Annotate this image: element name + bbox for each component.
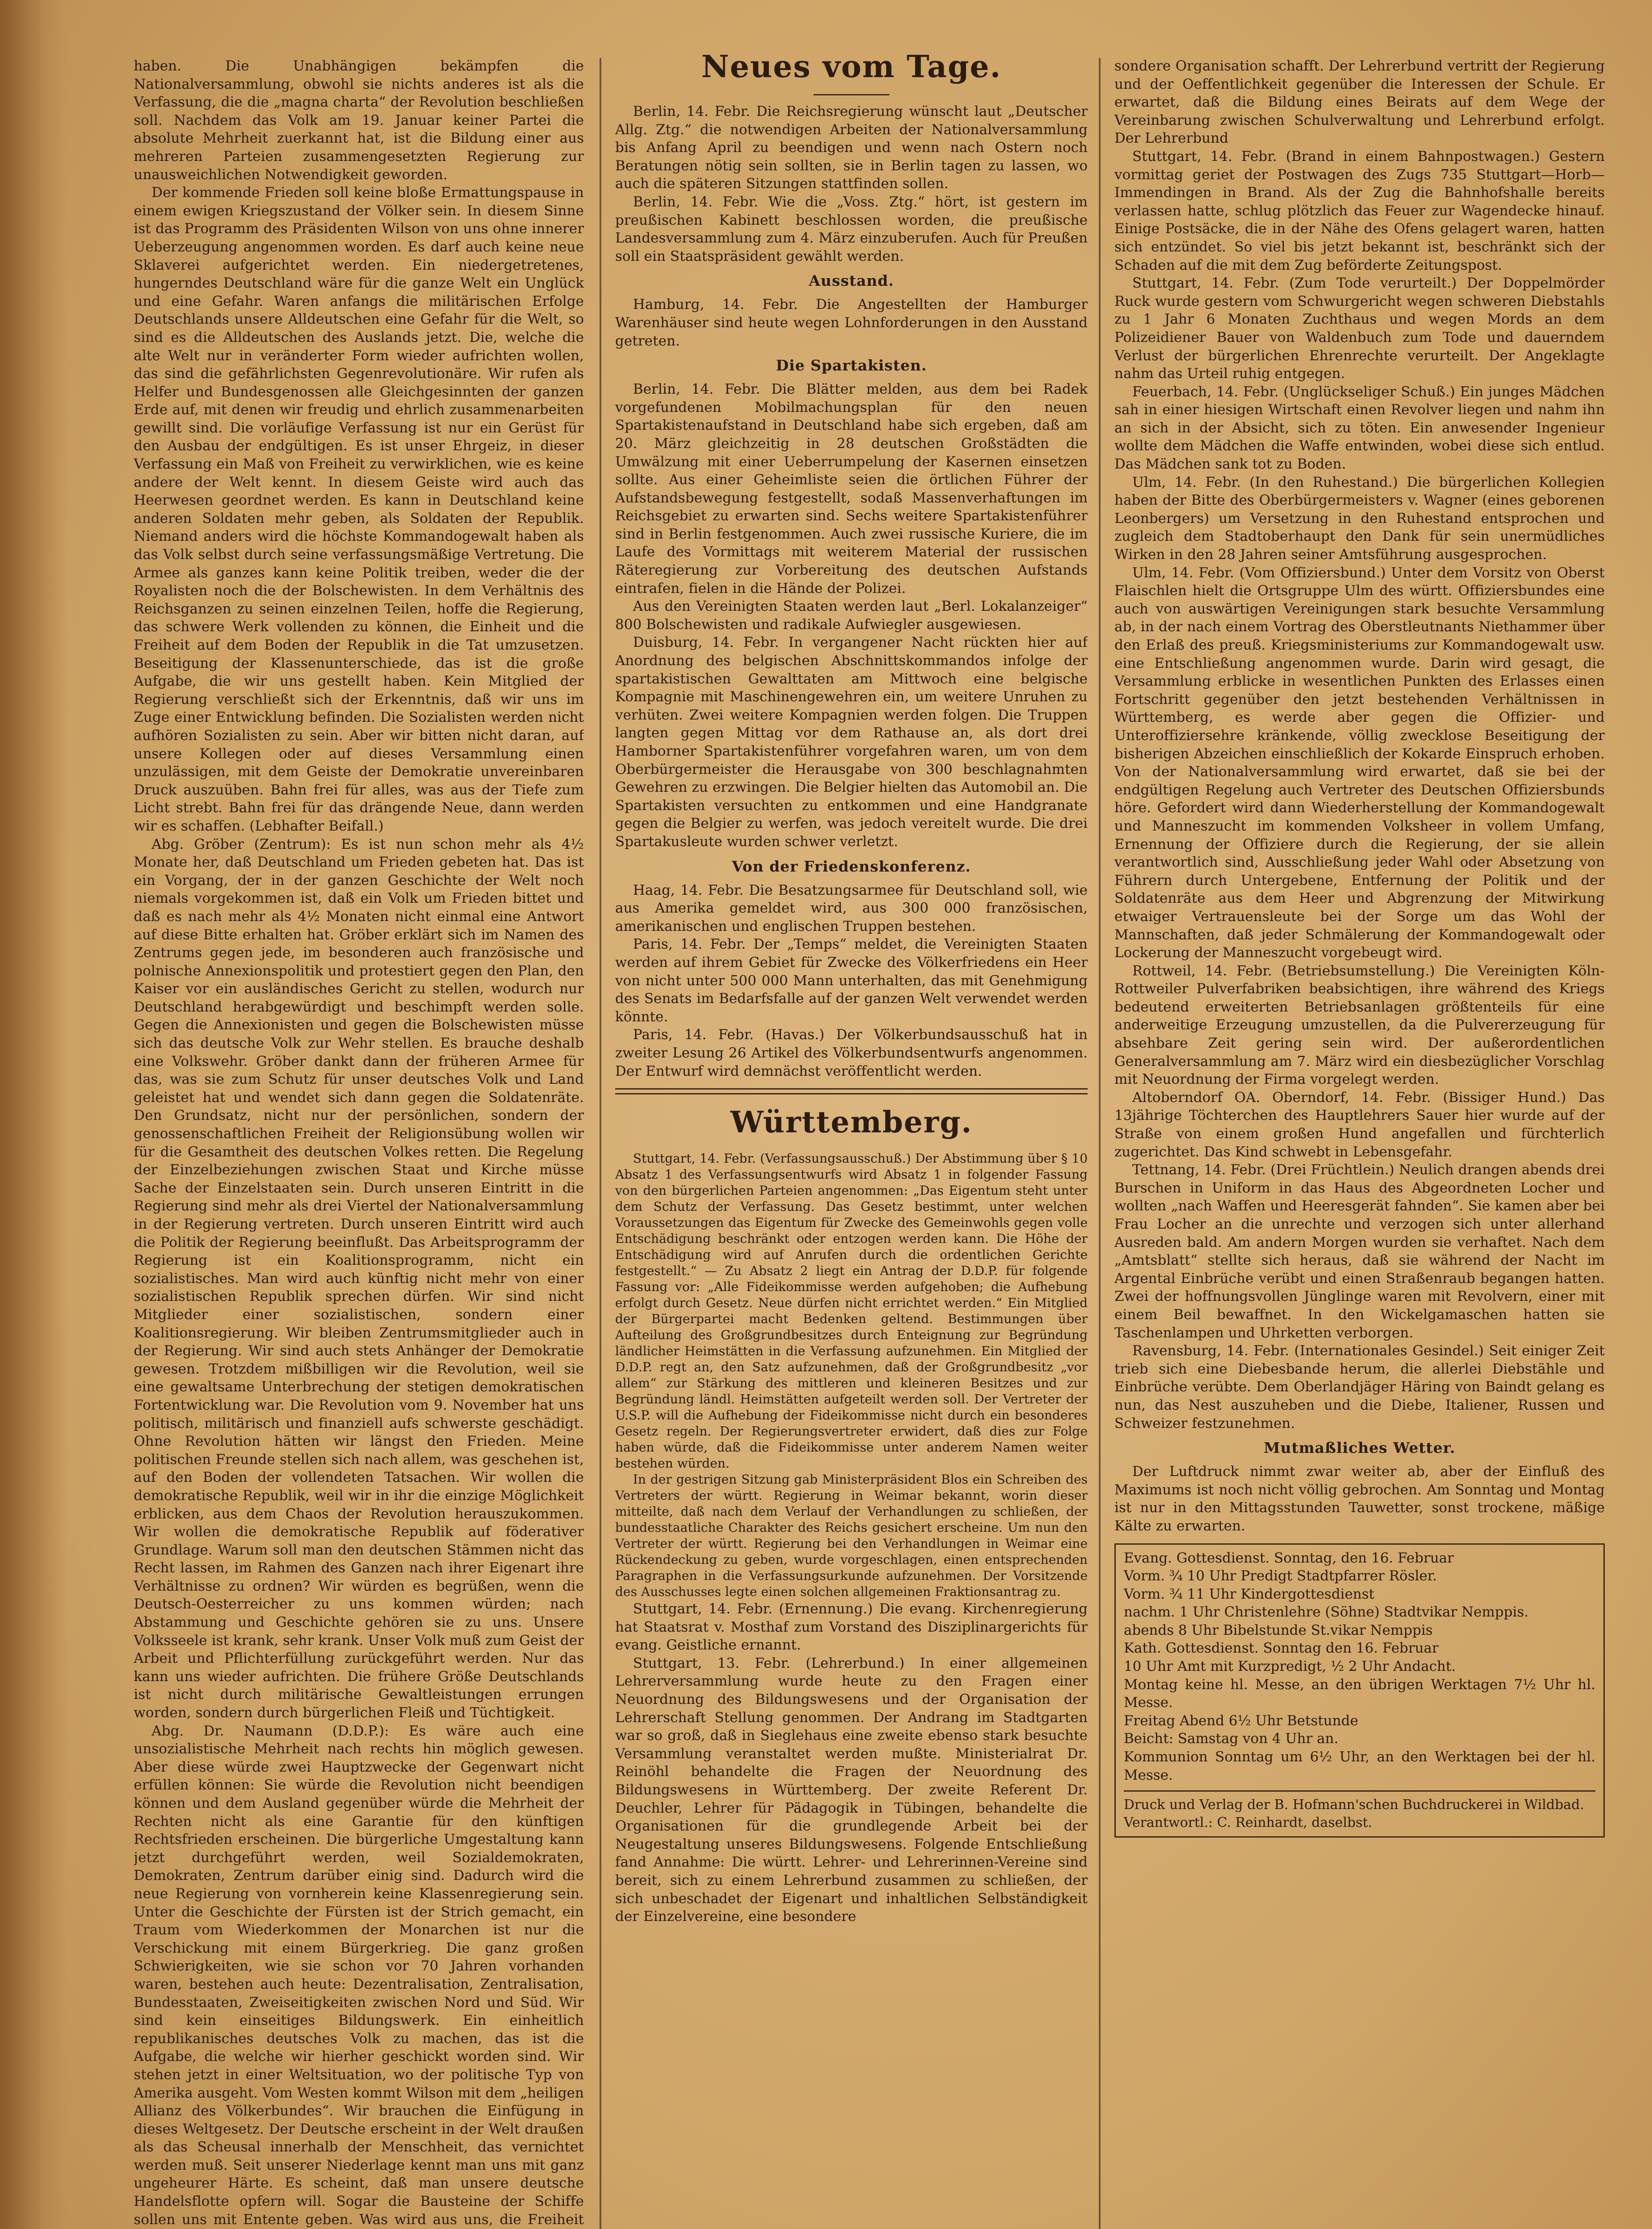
news-item: sondere Organisation schafft. Der Lehrerbund vertritt der Regierung und der Oeffentlichkeit gegenüber die Interessen der Schule. Er erwartet, daß die Bildung eines Beirats auf dem Wege der Vereinbarung zwischen Schulverwaltung und Lehrerbund erfolgt. Der Lehrerbund (1114, 58, 1605, 147)
news-item: Berlin, 14. Febr. Die Reichsregierung wünscht laut „Deutscher Allg. Ztg.“ die notwendigen Arbeiten der Nationalversammlung bis Anfang April zu beendigen und wenn nach Ostern noch Beratungen nötig sein sollten, sie in Berlin tagen zu lassen, wo auch die späteren Sitzungen stattfinden sollen. (615, 103, 1088, 192)
notice-line: Montag keine hl. Messe, an den übrigen Werktagen 7½ Uhr hl. Messe. (1124, 1676, 1595, 1711)
news-item: Paris, 14. Febr. Der „Temps“ meldet, die Vereinigten Staaten werden auf ihrem Gebiet für Zwecke des Völkerfriedens ein Heer von nicht unter 500 000 Mann unterhalten, das mit Genehmigung des Senats im Bedarfsfalle auf der ganzen Welt verwendet werden könnte. (615, 936, 1088, 1025)
news-item: Berlin, 14. Febr. Wie die „Voss. Ztg.“ hört, ist gestern im preußischen Kabinett beschlossen worden, die preußische Landesversammlung zum 4. März einzuberufen. Auch für Preußen soll ein Staatspräsident gewählt werden. (615, 193, 1088, 264)
column-left (134, 0, 584, 2229)
notice-line: Evang. Gottesdienst. Sonntag, den 16. Februar (1124, 1550, 1454, 1566)
news-item: Ulm, 14. Febr. (In den Ruhestand.) Die bürgerlichen Kollegien haben der Bitte des Oberbürgermeisters v. Wagner (eines geborenen Leonbergers) um Versetzung in den Ruhestand entsprochen und zugleich dem Stadtoberhaupt den Dank für sein unermüdliches Wirken in den 28 Jahren seiner Amtsführung ausgesprochen. (1114, 474, 1605, 563)
news-item: Feuerbach, 14. Febr. (Unglückseliger Schuß.) Ein junges Mädchen sah in einer hiesigen Wirtschaft einen Revolver liegen und nahm ihn an sich in der Absicht, sich zu töten. Ein anwesender Ingenieur wollte dem Mädchen die Waffe entwinden, wobei diese sich entlud. Das Mädchen sank tot zu Boden. (1114, 383, 1605, 473)
news-item: Stuttgart, 14. Febr. (Brand in einem Bahnpostwagen.) Gestern vormittag geriet der Postwagen des Zugs 735 Stuttgart—Horb—Immendingen in Brand. Als der Zug die Bahnhofshalle bereits verlassen hatte, schlug plötzlich das Feuer zur Wagendecke hinauf. Einige Postsäcke, die in der Nähe des Ofens gelagert waren, hatten sich entzündet. So viel bis jetzt bekannt ist, beschränkt sich der Schaden auf die mit dem Zug beförderte Zeitungspost. (1114, 148, 1605, 273)
news-item: Paris, 14. Febr. (Havas.) Der Völkerbundsausschuß hat in zweiter Lesung 26 Artikel des Völkerbundsentwurfs angenommen. Der Entwurf wird demnächst veröffentlicht werden. (615, 1027, 1088, 1079)
news-item: In der gestrigen Sitzung gab Ministerpräsident Blos ein Schreiben des Vertreters der württ. Regierung in Weimar bekannt, worin dieser mitteilte, daß nach dem Verlauf der Verhandlungen zu schließen, der bundesstaatliche Charakter des Reichs gesichert erscheine. Um nun den Vertreter der württ. Regierung bei den Verhandlungen in Weimar eine Rückendeckung zu geben, wurde vorgeschlagen, einen entsprechenden Paragraphen in die Verfassungsurkunde aufzunehmen. Der Vorsitzende des Ausschusses legte einen solchen allgemeinen Fraktionsantrag zu. (615, 1472, 1088, 1600)
subheading-ausstand: Ausstand. (809, 272, 894, 290)
news-item: Tettnang, 14. Febr. (Drei Früchtlein.) Neulich drangen abends drei Burschen in Uniform in das Haus des Abgeordneten Locher und wollten „nach Waffen und Heeresgerät fahnden“. Sie kamen aber bei Frau Locher an die unrechte und verzogen sich unter allerhand Ausreden bald. Am andern Morgen wurden sie verhaftet. Nach dem „Amtsblatt“ stellte sich heraus, daß sie während der Nacht im Argental Einbrüche verübt und einen Straßenraub begangen hatten. Zwei der hoffnungsvollen Jünglinge waren mit Revolvern, einer mit einem Beil bewaffnet. In den Wickelgamaschen hatten sie Taschenlampen und Uhrketten verborgen. (1114, 1162, 1605, 1341)
news-item: Berlin, 14. Febr. Die Blätter melden, aus dem bei Radek vorgefundenen Mobilmachungsplan für den neuen Spartakistenaufstand in Deutschland habe sich ergeben, daß am 20. März gleichzeitig in 28 deutschen Großstädten die Umwälzung mit einer Ueberrumpelung der Kasernen einsetzen sollte. Aus einer Geheimliste seien die örtlichen Führer der Aufstandsbewegung festgestellt, sodaß Massenverhaftungen im Reichsgebiet zu erwarten sind. Sechs weitere Spartakistenführer sind in Berlin festgenommen. Auch zwei russische Kuriere, die im Laufe des Vormittags mit weiterem Material der russischen Räteregierung zur Vorbereitung des deutschen Aufstands eintrafen, fielen in die Hände der Polizei. (615, 381, 1088, 596)
subheading-spartakisten: Die Spartakisten. (776, 357, 927, 374)
news-item: Ravensburg, 14. Febr. (Internationales Gesindel.) Seit einiger Zeit trieb sich eine Diebesbande herum, die allerlei Diebstähle und Einbrüche verübte. Dem Oberlandjäger Häring von Baindt gelang es nun, das Nest auszuheben und die Diebe, Italiener, Russen und Schweizer festzunehmen. (1114, 1343, 1605, 1431)
notice-line: Vorm. ¾ 10 Uhr Predigt Stadtpfarrer Rösler. (1124, 1568, 1437, 1584)
notice-line: abends 8 Uhr Bibelstunde St.vikar Nemppis (1124, 1622, 1433, 1638)
subheading-wetter: Mutmaßliches Wetter. (1263, 1439, 1456, 1457)
notice-line: Vorm. ¾ 11 Uhr Kindergottesdienst (1124, 1586, 1375, 1602)
article-paragraph: haben. Die Unabhängigen bekämpfen die Nationalversammlung, obwohl sie nichts anderes ist als die Verfassung, die die „magna charta“ der Revolution beschließen soll. Nachdem das Volk am 19. Januar keiner Partei die absolute Mehrheit zuerkannt hat, ist die Bildung einer aus mehreren Parteien zusammengesetzten Regierung zur unausweichlichen Notwendigkeit geworden. (134, 58, 584, 183)
notice-line: Kommunion Sonntag um 6½ Uhr, an den Werktagen bei der hl. Messe. (1124, 1749, 1595, 1783)
news-item: Aus den Vereinigten Staaten werden laut „Berl. Lokalanzeiger“ 800 Bolschewisten und radikale Aufwiegler ausgewiesen. (615, 598, 1088, 633)
notice-line: Kath. Gottesdienst. Sonntag den 16. Februar (1124, 1640, 1439, 1657)
article-paragraph: Abg. Gröber (Zentrum): Es ist nun schon mehr als 4½ Monate her, daß Deutschland um Frieden gebeten hat. Das ist ein Vorgang, der in der ganzen Geschichte der Welt noch niemals vorgekommen ist, daß ein Volk um Frieden bittet und daß es nach mehr als 4½ Monaten nicht einmal eine Antwort auf diese Bitte erhalten hat. Gröber erklärt sich im Namen des Zentrums gegen jede, im besonderen auch französische und polnische Annexionspolitik und protestiert gegen den Plan, den Kaiser vor ein ausländisches Gericht zu stellen, wodurch nur Deutschland herabgewürdigt und beschimpft werden solle. Gegen die Annexionisten und gegen die Bolschewisten müsse sich das deutsche Volk zur Wehr stellen. Es brauche deshalb eine Volkswehr. Gröber dankt dann der früheren Armee für das, was sie zum Schutz für unser deutsches Volk und Land geleistet hat und wendet sich dann gegen die Soldatenräte. Den Grundsatz, nicht nur der persönlichen, sondern der genossenschaftlichen Freiheit der Religionsübung wollen wir für die Gesamtheit des deutschen Volkes retten. Die Regelung der Einzelbeziehungen zwischen Staat und Kirche müsse Sache der Einzelstaaten sein. Durch unseren Eintritt in die Regierung sind mehr als drei Viertel der Nationalversammlung in der Regierung vertreten. Durch unseren Eintritt wird auch die Politik der Regierung beeinflußt. Das Arbeitsprogramm der Regierung ist ein Koalitionsprogramm, nicht ein sozialistisches. Man wird auch künftig nicht mehr von einer sozialistischen Republik sprechen dürfen. Wir sind nicht Mitglieder einer sozialistischen, sondern einer Koalitionsregierung. Wir bleiben Zentrumsmitglieder auch in der Regierung. Wir sind auch stets Anhänger der Demokratie gewesen. Trotzdem mißbilligen wir die Revolution, weil sie eine gewaltsame Unterbrechung der stetigen demokratischen Fortentwicklung war. Die Revolution vom 9. November hat uns politisch, militärisch und finanziell aufs schwerste geschädigt. Ohne Revolution hätten wir längst den Frieden. Meine politischen Freunde stellen sich nach allem, was geschehen ist, auf den Boden der vollendeten Tatsachen. Wir wollen die demokratische Republik, weil wir in ihr die einzige Möglichkeit erblicken, aus dem Chaos der Revolution herauszukommen. Wir wollen die demokratische Republik auf föderativer Grundlage. Warum soll man den deutschen Stämmen nicht das Recht lassen, im Rahmen des Ganzen nach ihrer Eigenart ihre Verhältnisse zu ordnen? Wir würden es begrüßen, wenn die Deutsch-Oesterreicher zu uns kommen würden; nach Abstammung und Geschichte gehören sie zu uns. Unsere Volksseele ist krank, sehr krank. Unser Volk muß zum Geist der Arbeit und Pflichterfüllung zurückgeführt werden. Nur das kann uns wieder aufrichten. Die frühere Größe Deutschlands ist nicht durch militärische Gewaltleistungen errungen worden, sondern durch bürgerlichen Fleiß und Tüchtigkeit. (134, 836, 584, 1721)
notice-line: Beicht: Samstag von 4 Uhr an. (1124, 1731, 1339, 1747)
double-rule (615, 1088, 1088, 1094)
news-item: Stuttgart, 13. Febr. (Lehrerbund.) In einer allgemeinen Lehrerversammlung wurde heute zu den Fragen einer Neuordnung des Bildungswesens und der Organisation der Lehrerschaft Stellung genommen. Der Andrang im Stadtgarten war so groß, daß in Sieglehaus eine zweite ebenso stark besuchte Versammlung veranstaltet werden mußte. Ministerialrat Dr. Reinöhl behandelte die Fragen der Neuordnung des Bildungswesens in Württemberg. Der zweite Referent Dr. Deuchler, Lehrer für Pädagogik in Tübingen, behandelte die Organisationen für die grundlegende Arbeit bei der Neugestaltung unseres Bildungswesens. Folgende Entschließung fand Annahme: Die württ. Lehrer- und Lehrerinnen-Vereine sind bereit, sich zu einem Lehrerbund zusammen zu schließen, der sich unbeschadet der Eigenart und inhaltlichen Selbständigkeit der Einzelvereine, eine besondere (615, 1655, 1088, 1925)
news-item: Ulm, 14. Febr. (Vom Offiziersbund.) Unter dem Vorsitz von Oberst Flaischlen hielt die Ortsgruppe Ulm des württ. Offiziersbundes eine auch von auswärtigen Vereinigungen stark besuchte Versammlung ab, in der nach einem Vortrag des Oberstleutnants Niethammer über den Erlaß des preuß. Kriegsministeriums zur Kommandogewalt usw. eine Entschließung angenommen wurde. Darin wird gesagt, die Versammlung erblicke in wesentlichen Punkten des Erlasses einen Fortschritt gegenüber den jetzt bestehenden Verhältnissen in Württemberg, es werde aber gegen die Offizier- und Unteroffiziersehre kränkende, völlig zwecklose Beseitigung der bisherigen Abzeichen einschließlich der Kokarde Einspruch erhoben. Von der Nationalversammlung wird erwartet, daß sie bei der endgültigen Regelung auch Vertreter des Deutschen Offiziersbunds höre. Gefordert wird dann Wiederherstellung der Kommandogewalt und Manneszucht im kommenden Volksheer in vollem Umfang, Ernennung der Offiziere durch die Regierung, der sie allein verantwortlich sind, Ausschließung jeder Wahl oder Absetzung von Führern durch Untergebene, Entfernung der Politik und der Soldatenräte aus dem Heer und Abgrenzung der Mitwirkung etwaiger Vertrauensleute bei der Sorge um das Wohl der Mannschaften, daß jeder Schmälerung der Kommandogewalt oder Lockerung der Manneszucht vorgebeugt wird. (1114, 564, 1605, 961)
news-item: Altoberndorf OA. Oberndorf, 14. Febr. (Bissiger Hund.) Das 13jährige Töchterchen des Hauptlehrers Sauer hier wurde auf der Straße von einem großen Hund angefallen und fürchterlich zugerichtet. Das Kind schwebt in Lebensgefahr. (1114, 1089, 1605, 1160)
column-middle (615, 0, 1088, 2229)
subheading-friedenskonferenz: Von der Friedenskonferenz. (731, 857, 971, 875)
section-masthead-neues: Neues vom Tage. (701, 49, 1002, 85)
notice-line: nachm. 1 Uhr Christenlehre (Söhne) Stadtvikar Nemppis. (1124, 1604, 1529, 1620)
church-notice-box (1114, 1543, 1605, 1838)
imprint: Druck und Verlag der B. Hofmann'schen Buchdruckerei in Wildbad. Verantwortl.: C. Reinhardt, daselbst. (1124, 1790, 1595, 1832)
notice-line: Freitag Abend 6½ Uhr Betstunde (1124, 1712, 1358, 1729)
binding-edge (0, 0, 67, 2229)
notice-line: 10 Uhr Amt mit Kurzpredigt, ½ 2 Uhr Andacht. (1124, 1658, 1456, 1675)
article-paragraph: Abg. Dr. Naumann (D.D.P.): Es wäre auch eine unsozialistische Mehrheit nach rechts hin möglich gewesen. Aber diese würde zwei Hauptzwecke der Gegenwart nicht erfüllen können: Sie würde die Revolution nicht beendigen können und dem Ausland gegenüber würde die Mehrheit der Rechten nicht als eine Garantie für den künftigen Rechtsfrieden erscheinen. Die bürgerliche Umgestaltung kann jetzt durchgeführt werden, weil Sozialdemokraten, Demokraten, Zentrum darüber einig sind. Dadurch wird die neue Regierung von vornherein keine Klassenregierung sein. Unter die Geschichte der Fürsten ist der Strich gemacht, ein Traum vom Wiederkommen der Monarchen ist nur die Verschickung mit einem Bürgerkrieg. Die ganz großen Schwierigkeiten, wie sie schon vor 70 Jahren vorhanden waren, bestehen auch heute: Dezentralisation, Zentralisation, Bundesstaaten, Zweiseitigkeiten zwischen Nord und Süd. Wir sind kein einseitiges Bildungswerk. Ein einheitlich republikanisches deutsches Volk zu machen, das ist die Aufgabe, die welche wir hierher geschickt worden sind. Wir stehen jetzt in einer Weltsituation, wo der politische Typ von Amerika ausgeht. Vom Westen kommt Wilson mit dem „heiligen Allianz des Völkerbundes“. Wir brauchen die Einfügung in dieses Weltgesetz. Der Deutsche erscheint in der Welt draußen als das Scheusal innerhalb der Menschheit, das vernichtet werden muß. Seit unserer Niederlage kennt man uns mit ganz ungeheurer Härte. Es scheint, daß man unsere deutsche Handelsflotte opfern will. Sogar die Bausteine der Schiffe sollen uns mit Entente geben. Was wird aus uns, die Freiheit (134, 1723, 584, 2228)
news-item: Hamburg, 14. Febr. Die Angestellten der Hamburger Warenhäuser sind heute wegen Lohnforderungen in den Ausstand getreten. (615, 296, 1088, 349)
news-item: Stuttgart, 14. Febr. (Ernennung.) Die evang. Kirchenregierung hat Staatsrat v. Mosthaf zum Vorstand des Disziplinargerichts für evang. Geistliche ernannt. (615, 1601, 1088, 1653)
news-item: Duisburg, 14. Febr. In vergangener Nacht rückten hier auf Anordnung des belgischen Abschnittskommandos infolge der spartakistischen Gewalttaten am Mittwoch eine belgische Kompagnie mit Maschinengewehren ein, um weitere Unruhen zu verhüten. Zwei weitere Kompagnien werden folgen. Die Truppen langten gegen Mittag vor dem Rathause an, als dort drei Hamborner Spartakistenführer vorgefahren waren, um von dem Oberbürgermeister die Herausgabe von 300 beschlagnahmten Gewehren zu erzwingen. Die Belgier hielten das Automobil an. Die Spartakisten versuchten zu entkommen und eine Handgranate gegen die Belgier zu werfen, was jedoch vereitelt wurde. Die drei Spartakusleute wurden schwer verletzt. (615, 634, 1088, 850)
rule (814, 94, 889, 95)
column-rule (600, 58, 601, 2229)
news-item: Stuttgart, 14. Febr. (Verfassungsausschuß.) Der Abstimmung über § 10 Absatz 1 des Verfassungsentwurfs wird Absatz 1 in folgender Fassung von den bürgerlichen Parteien angenommen: „Das Eigentum steht unter dem Schutz der Verfassung. Das Gesetz bestimmt, unter welchen Voraussetzungen das Eigentum für Zwecke des Gemeinwohls gegen volle Entschädigung beschränkt oder entzogen werden kann. Die Höhe der Entschädigung wird auf Anrufen durch die ordentlichen Gerichte festgestellt.“ — Zu Absatz 2 liegt ein Antrag der D.D.P. für folgende Fassung vor: „Alle Fideikommisse werden aufgehoben; die Aufhebung erfolgt durch Gesetz. Neue dürfen nicht errichtet werden.“ Ein Mitglied der Bürgerpartei macht Bedenken geltend. Bestimmungen über Aufteilung des Großgrundbesitzes durch Enteignung zur Begründung ländlicher Heimstätten in die Verfassung aufzunehmen. Ein Mitglied der D.D.P. regt an, den Satz aufzunehmen, daß der Großgrundbesitz „vor allem“ zur Stärkung des mittleren und kleineren Besitzes und zur Begründung ländl. Heimstätten aufgeteilt werden soll. Der Vertreter der U.S.P. will die Aufhebung der Fideikommisse nicht durch ein besonderes Gesetz regeln. Der Regierungsvertreter erwidert, daß dies zur Folge haben würde, daß die Fideikommisse unter anderem Namen weiter bestehen würden. (615, 1151, 1088, 1471)
column-right (1114, 0, 1605, 2229)
section-masthead-wuerttemberg: Württemberg. (730, 1105, 973, 1140)
weather-report: Der Luftdruck nimmt zwar weiter ab, aber der Einfluß des Maximums ist noch nicht völlig gebrochen. Am Sonntag und Montag ist nur in den Mittagsstunden Tauwetter, sonst trockene, mäßige Kälte zu erwarten. (1114, 1464, 1605, 1534)
column-rule (1099, 58, 1101, 2229)
news-item: Stuttgart, 14. Febr. (Zum Tode verurteilt.) Der Doppelmörder Ruck wurde gestern vom Schwurgericht wegen schweren Diebstahls zu 1 Jahr 6 Monaten Zuchthaus und wegen Mords an dem Polizeidiener Bauer von Waldenbuch zum Tode und dauerndem Verlust der bürgerlichen Ehrenrechte verurteilt. Der Angeklagte nahm das Urteil ruhig entgegen. (1114, 275, 1605, 382)
article-paragraph: Der kommende Frieden soll keine bloße Ermattungspause in einem ewigen Kriegszustand der Völker sein. In diesem Sinne ist das Programm des Präsidenten Wilson von uns ohne innerer Ueberzeugung angenommen worden. Es darf auch keine neue Sklaverei aufgerichtet werden. Ein niedergetretenes, hungerndes Deutschland wäre für die ganze Welt ein Unglück und eine Gefahr. Waren anfangs die militärischen Erfolge Deutschlands unsere Alldeutschen eine Gefahr für die Welt, so sind es die Alldeutschen des Auslands jetzt. Die, welche die alte Welt nur in veränderter Form wieder aufrichten wollen, das sind die gefährlichsten Gegenrevolutionäre. Wir rufen als Helfer und Bundesgenossen alle Gleichgesinnten der ganzen Erde auf, mit denen wir freudig und ehrlich zusammenarbeiten gewillt sind. Die vorläufige Verfassung ist nur ein Gerüst für den Ausbau der endgültigen. Es ist unser Ehrgeiz, in dieser Verfassung ein Maß von Freiheit zu verwirklichen, wie es keine andere der Welt kennt. In diesem Geiste wird auch das Heerwesen geordnet werden. Es kann in Deutschland keine anderen Soldaten mehr geben, als Soldaten der Republik. Niemand anders wird die höchste Kommandogewalt haben als das Volk selbst durch seine verfassungsmäßige Vertretung. Die Armee als ganzes kann keine Politik treiben, weder die der Royalisten noch die der Bolschewisten. In dem Verhältnis des Reichsganzen zu seinen einzelnen Teilen, hoffe die Regierung, das schwere Werk vollenden zu können, die Einheit und die Freiheit auf dem Boden der Republik in die Tat umzusetzen. Beseitigung der Klassenunterschiede, das ist die große Aufgabe, die wir uns gestellt haben. Kein Mitglied der Regierung verschließt sich der Erkenntnis, daß wir uns im Zuge einer Entwicklung befinden. Die Sozialisten werden nicht aufhören Sozialisten zu sein. Aber wir bitten nicht daran, auf unsere Kollegen oder auf dieses Versammlung einen unzulässigen, mit dem Geiste der Demokratie unvereinbaren Druck auszuüben. Bahn frei für alles, was aus der Tiefe zum Licht strebt. Bahn frei für das drängende Neue, dann werden wir es schaffen. (Lebhafter Beifall.) (134, 185, 584, 834)
news-item: Rottweil, 14. Febr. (Betriebsumstellung.) Die Vereinigten Köln-Rottweiler Pulverfabriken beabsichtigen, ihre während des Kriegs bedeutend erweiterten Betriebsanlagen größtenteils für eine anderweitige Erzeugung umzustellen, da die Pulvererzeugung für absehbare Zeit gering sein wird. Der außerordentlichen Generalversammlung am 7. März wird ein diesbezüglicher Vorschlag mit Neuordnung der Firma vorgelegt werden. (1114, 962, 1605, 1088)
news-item: Haag, 14. Febr. Die Besatzungsarmee für Deutschland soll, wie aus Amerika gemeldet wird, aus 300 000 französischen, amerikanischen und englischen Truppen bestehen. (615, 882, 1088, 934)
